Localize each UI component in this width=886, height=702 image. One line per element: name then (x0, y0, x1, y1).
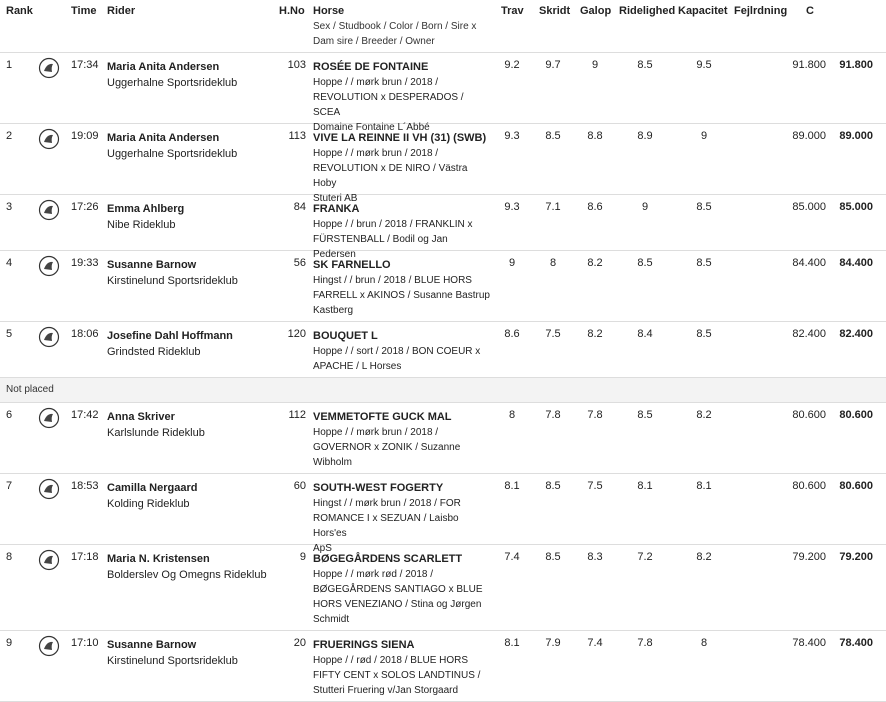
score-galop: 8.2 (587, 328, 603, 340)
time-cell: 19:33 (71, 257, 99, 269)
club-name: Grindsted Rideklub (107, 346, 201, 358)
score-c: 82.400 (792, 328, 826, 340)
table-row[interactable] (0, 322, 886, 378)
score-galop: 8.3 (587, 551, 603, 563)
horse-number: 113 (288, 130, 306, 142)
horse-name[interactable]: ROSÉE DE FONTAINE (313, 61, 429, 73)
club-logo-icon (38, 635, 60, 657)
rider-name[interactable]: Maria N. Kristensen (107, 553, 210, 565)
score-skridt: 7.9 (545, 637, 561, 649)
score-ridelighed: 9 (641, 201, 649, 213)
horse-cell (313, 637, 493, 698)
score-c: 85.000 (792, 201, 826, 213)
total-score: 80.600 (839, 409, 873, 421)
horse-detail: ApS (313, 543, 332, 554)
horse-detail: Domaine Fontaine L´Abbé (313, 122, 430, 133)
total-score: 79.200 (839, 551, 873, 563)
not-placed-label: Not placed (6, 384, 54, 395)
horse-name[interactable]: FRUERINGS SIENA (313, 639, 415, 651)
table-header (0, 0, 886, 53)
score-galop: 7.4 (587, 637, 603, 649)
club-logo-icon (38, 549, 60, 571)
horse-detail: Hingst / / brun / 2018 / BLUE HORS (313, 275, 472, 286)
horse-detail: Hoppe / / mørk rød / 2018 / (313, 569, 434, 580)
horse-detail: Wibholm (313, 457, 352, 468)
club-logo-icon (38, 326, 60, 348)
col-fejlrdning[interactable]: Fejlrdning (734, 5, 788, 17)
col-trav[interactable]: Trav (501, 5, 524, 17)
rank-cell: 6 (6, 409, 13, 421)
score-c: 78.400 (792, 637, 826, 649)
club-name: Uggerhalne Sportsrideklub (107, 77, 238, 89)
col-c[interactable]: C (806, 5, 814, 17)
score-trav: 8 (508, 409, 516, 421)
horse-number: 112 (288, 409, 306, 421)
total-score: 84.400 (839, 257, 873, 269)
score-trav: 9.3 (504, 201, 520, 213)
score-ridelighed: 8.4 (637, 328, 653, 340)
score-c: 89.000 (792, 130, 826, 142)
rider-cell (107, 637, 238, 669)
score-galop: 8.6 (587, 201, 603, 213)
time-cell: 17:42 (71, 409, 99, 421)
total-score: 82.400 (839, 328, 873, 340)
col-ridelighed[interactable]: Ridelighed (619, 5, 676, 17)
score-c: 84.400 (792, 257, 826, 269)
horse-detail: Hoppe / / rød / 2018 / BLUE HORS (313, 655, 469, 666)
score-skridt: 7.8 (545, 409, 561, 421)
horse-detail: Hoppe / / sort / 2018 / BON COEUR x (313, 346, 481, 357)
rider-cell (107, 409, 205, 441)
score-kapacitet: 8.2 (696, 409, 712, 421)
horse-name[interactable]: BOUQUET L (313, 330, 378, 342)
col-skridt[interactable]: Skridt (539, 5, 571, 17)
score-galop: 9 (591, 59, 599, 71)
score-trav: 8.6 (504, 328, 520, 340)
horse-detail: Stutteri Fruering v/Jan Storgaard (313, 685, 459, 696)
rider-cell (107, 59, 237, 91)
rank-cell: 5 (6, 328, 13, 340)
score-ridelighed: 8.5 (637, 257, 653, 269)
score-trav: 9.3 (504, 130, 520, 142)
col-hno[interactable]: H.No (279, 5, 305, 17)
club-name: Kolding Rideklub (107, 498, 190, 510)
score-c: 80.600 (792, 409, 826, 421)
score-kapacitet: 9 (700, 130, 708, 142)
horse-detail: Schmidt (313, 614, 350, 625)
rank-cell: 4 (6, 257, 13, 269)
rank-cell: 3 (6, 201, 13, 213)
horse-detail: BØGEGÅRDENS SANTIAGO x BLUE (313, 584, 483, 595)
score-skridt: 9.7 (545, 59, 561, 71)
horse-cell (313, 409, 493, 470)
horse-name[interactable]: VEMMETOFTE GUCK MAL (313, 411, 452, 423)
club-logo-icon (38, 407, 60, 429)
rank-cell: 7 (6, 480, 13, 492)
horse-number: 56 (293, 257, 306, 269)
club-name: Kirstinelund Sportsrideklub (107, 275, 238, 287)
club-logo-icon (38, 478, 60, 500)
horse-detail: HORS VENEZIANO / Stina og Jørgen (313, 599, 482, 610)
rank-cell: 8 (6, 551, 13, 563)
horse-detail: ROMANCE I x SEZUAN / Laisbo Hors'es (313, 513, 459, 539)
horse-detail: REVOLUTION x DESPERADOS / SCEA (313, 92, 464, 118)
horse-number: 60 (293, 480, 306, 492)
horse-detail: FÜRSTENBALL / Bodil og Jan Pedersen (313, 234, 448, 260)
score-kapacitet: 9.5 (696, 59, 712, 71)
total-score: 91.800 (839, 59, 873, 71)
score-ridelighed: 7.8 (637, 637, 653, 649)
score-c: 80.600 (792, 480, 826, 492)
time-cell: 17:26 (71, 201, 99, 213)
rider-name[interactable]: Maria Anita Andersen (107, 132, 220, 144)
score-kapacitet: 8.1 (696, 480, 712, 492)
total-score: 78.400 (839, 637, 873, 649)
score-skridt: 7.5 (545, 328, 561, 340)
club-name: Karlslunde Rideklub (107, 427, 205, 439)
time-cell: 17:18 (71, 551, 99, 563)
horse-detail: Hoppe / / mørk brun / 2018 / (313, 148, 439, 159)
table-row[interactable] (0, 53, 886, 133)
rider-name[interactable]: Camilla Nergaard (107, 482, 198, 494)
rider-cell (107, 328, 233, 360)
score-galop: 8.8 (587, 130, 603, 142)
table-row[interactable] (0, 631, 886, 702)
table-row[interactable] (0, 545, 886, 631)
club-logo-icon (38, 128, 60, 150)
club-name: Nibe Rideklub (107, 219, 176, 231)
total-score: 85.000 (839, 201, 873, 213)
club-logo-icon (38, 57, 60, 79)
score-ridelighed: 8.9 (637, 130, 653, 142)
rank-cell: 2 (6, 130, 13, 142)
horse-detail: GOVERNOR x ZONIK / Suzanne (313, 442, 461, 453)
rider-cell (107, 480, 197, 512)
club-logo-icon (38, 199, 60, 221)
col-galop[interactable]: Galop (580, 5, 612, 17)
table-row[interactable] (0, 474, 886, 554)
horse-detail: Hingst / / mørk brun / 2018 / FOR (313, 498, 461, 509)
horse-name[interactable]: SK FARNELLO (313, 259, 391, 271)
score-skridt: 7.1 (545, 201, 561, 213)
score-c: 79.200 (792, 551, 826, 563)
horse-cell (313, 328, 493, 374)
score-skridt: 8.5 (545, 480, 561, 492)
horse-number: 103 (287, 59, 306, 71)
rider-cell (107, 257, 238, 289)
rider-cell (107, 201, 184, 233)
horse-detail: FIFTY CENT x SOLOS LANDTINUS / (313, 670, 481, 681)
score-kapacitet: 8.2 (696, 551, 712, 563)
time-cell: 18:06 (71, 328, 99, 340)
col-horse[interactable]: Horse (313, 5, 345, 17)
score-kapacitet: 8.5 (696, 328, 712, 340)
rank-cell: 1 (6, 59, 13, 71)
table-row[interactable] (0, 251, 886, 322)
horse-detail: Hoppe / / mørk brun / 2018 / (313, 427, 439, 438)
score-kapacitet: 8.5 (696, 257, 712, 269)
rider-cell (107, 130, 237, 162)
score-skridt: 8 (549, 257, 557, 269)
rider-name[interactable]: Maria Anita Andersen (107, 61, 220, 73)
horse-number: 84 (293, 201, 306, 213)
horse-cell (313, 257, 493, 318)
rider-name[interactable]: Josefine Dahl Hoffmann (107, 330, 233, 342)
score-ridelighed: 8.1 (637, 480, 653, 492)
club-name: Uggerhalne Sportsrideklub (107, 148, 238, 160)
horse-detail: FARRELL x AKINOS / Susanne Bastrup (313, 290, 490, 301)
time-cell: 17:34 (71, 59, 99, 71)
not-placed-section (0, 378, 886, 403)
score-galop: 7.8 (587, 409, 603, 421)
table-row[interactable] (0, 195, 886, 260)
table-row[interactable] (0, 403, 886, 474)
rider-name[interactable]: Emma Ahlberg (107, 203, 185, 215)
score-skridt: 8.5 (545, 130, 561, 142)
horse-number: 20 (293, 637, 306, 649)
horse-detail: Kastberg (313, 305, 354, 316)
horse-detail: Hoppe / / mørk brun / 2018 / (313, 77, 439, 88)
time-cell: 18:53 (71, 480, 99, 492)
club-logo-icon (38, 255, 60, 277)
total-score: 80.600 (839, 480, 873, 492)
col-kapacitet[interactable]: Kapacitet (678, 5, 728, 17)
score-skridt: 8.5 (545, 551, 561, 563)
score-ridelighed: 7.2 (637, 551, 653, 563)
table-row[interactable] (0, 124, 886, 204)
table-body (0, 53, 886, 702)
score-kapacitet: 8 (700, 637, 708, 649)
rider-name[interactable]: Susanne Barnow (107, 639, 197, 651)
horse-detail: APACHE / L Horses (313, 361, 402, 372)
rider-name[interactable]: Susanne Barnow (107, 259, 197, 271)
club-name: Kirstinelund Sportsrideklub (107, 655, 238, 667)
total-score: 89.000 (839, 130, 873, 142)
time-cell: 17:10 (71, 637, 99, 649)
score-c: 91.800 (792, 59, 826, 71)
score-galop: 7.5 (587, 480, 603, 492)
horse-detail: Hoppe / / brun / 2018 / FRANKLIN x (313, 219, 473, 230)
col-rank[interactable]: Rank (6, 5, 33, 17)
horse-number: 9 (299, 551, 306, 563)
col-horse-subtitle: Sex / Studbook / Color / Born / Sire x Dam sire / Breeder / Owner (313, 21, 477, 47)
rider-name[interactable]: Anna Skriver (107, 411, 175, 423)
score-trav: 8.1 (504, 480, 520, 492)
club-name: Bolderslev Og Omegns Rideklub (107, 569, 267, 581)
horse-name[interactable]: FRANKA (313, 203, 360, 215)
horse-detail: Stuteri AB (313, 193, 358, 204)
score-kapacitet: 8.5 (696, 201, 712, 213)
horse-name[interactable]: SOUTH-WEST FOGERTY (313, 482, 444, 494)
horse-cell (313, 551, 493, 627)
col-rider[interactable]: Rider (107, 5, 136, 17)
rank-cell: 9 (6, 637, 13, 649)
score-trav: 9 (508, 257, 516, 269)
horse-detail: REVOLUTION x DE NIRO / Västra Hoby (313, 163, 468, 189)
horse-name[interactable]: VIVE LA REINNE II VH (31) (SWB) (313, 132, 487, 144)
score-trav: 7.4 (504, 551, 520, 563)
time-cell: 19:09 (71, 130, 99, 142)
score-trav: 9.2 (504, 59, 520, 71)
score-ridelighed: 8.5 (637, 409, 653, 421)
horse-number: 120 (287, 328, 306, 340)
rider-cell (107, 551, 267, 583)
col-time[interactable]: Time (71, 5, 97, 17)
score-galop: 8.2 (587, 257, 603, 269)
score-trav: 8.1 (504, 637, 520, 649)
horse-name[interactable]: BØGEGÅRDENS SCARLETT (313, 553, 463, 565)
score-ridelighed: 8.5 (637, 59, 653, 71)
